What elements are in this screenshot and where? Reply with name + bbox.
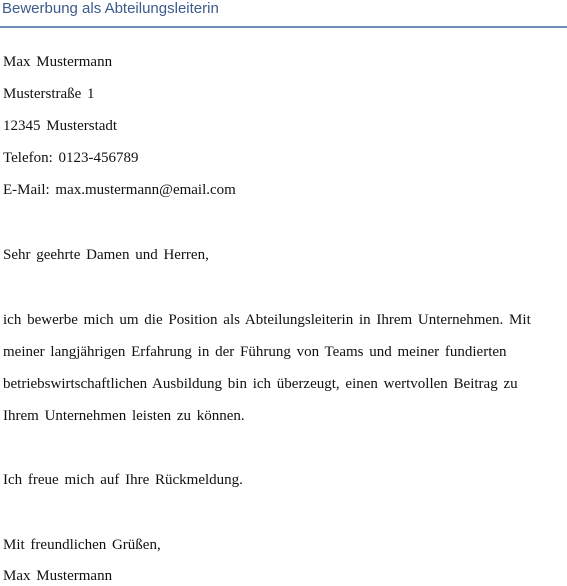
- body-line: meiner langjährigen Erfahrung in der Führung von Teams und meiner fundierten: [3, 344, 507, 360]
- salutation: Sehr geehrte Damen und Herren,: [3, 247, 209, 263]
- document-title: Bewerbung als Abteilungsleiterin: [2, 0, 219, 17]
- sender-street: Musterstraße 1: [3, 86, 95, 102]
- title-divider: [0, 26, 567, 28]
- complimentary-close: Mit freundlichen Grüßen,: [3, 537, 161, 553]
- sender-name: Max Mustermann: [3, 54, 113, 70]
- signature-name: Max Mustermann: [3, 568, 113, 584]
- body-line: betriebswirtschaftlichen Ausbildung bin ich überzeugt, einen wertvollen Beitrag zu: [3, 376, 518, 392]
- body-line: Ihrem Unternehmen leisten zu können.: [3, 408, 245, 424]
- closing-note: Ich freue mich auf Ihre Rückmeldung.: [3, 472, 243, 488]
- sender-email: E-Mail: max.mustermann@email.com: [3, 182, 236, 198]
- body-line: ich bewerbe mich um die Position als Abteilungsleiterin in Ihrem Unternehmen. Mit: [3, 312, 531, 328]
- sender-phone: Telefon: 0123-456789: [3, 150, 139, 166]
- sender-city: 12345 Musterstadt: [3, 118, 118, 134]
